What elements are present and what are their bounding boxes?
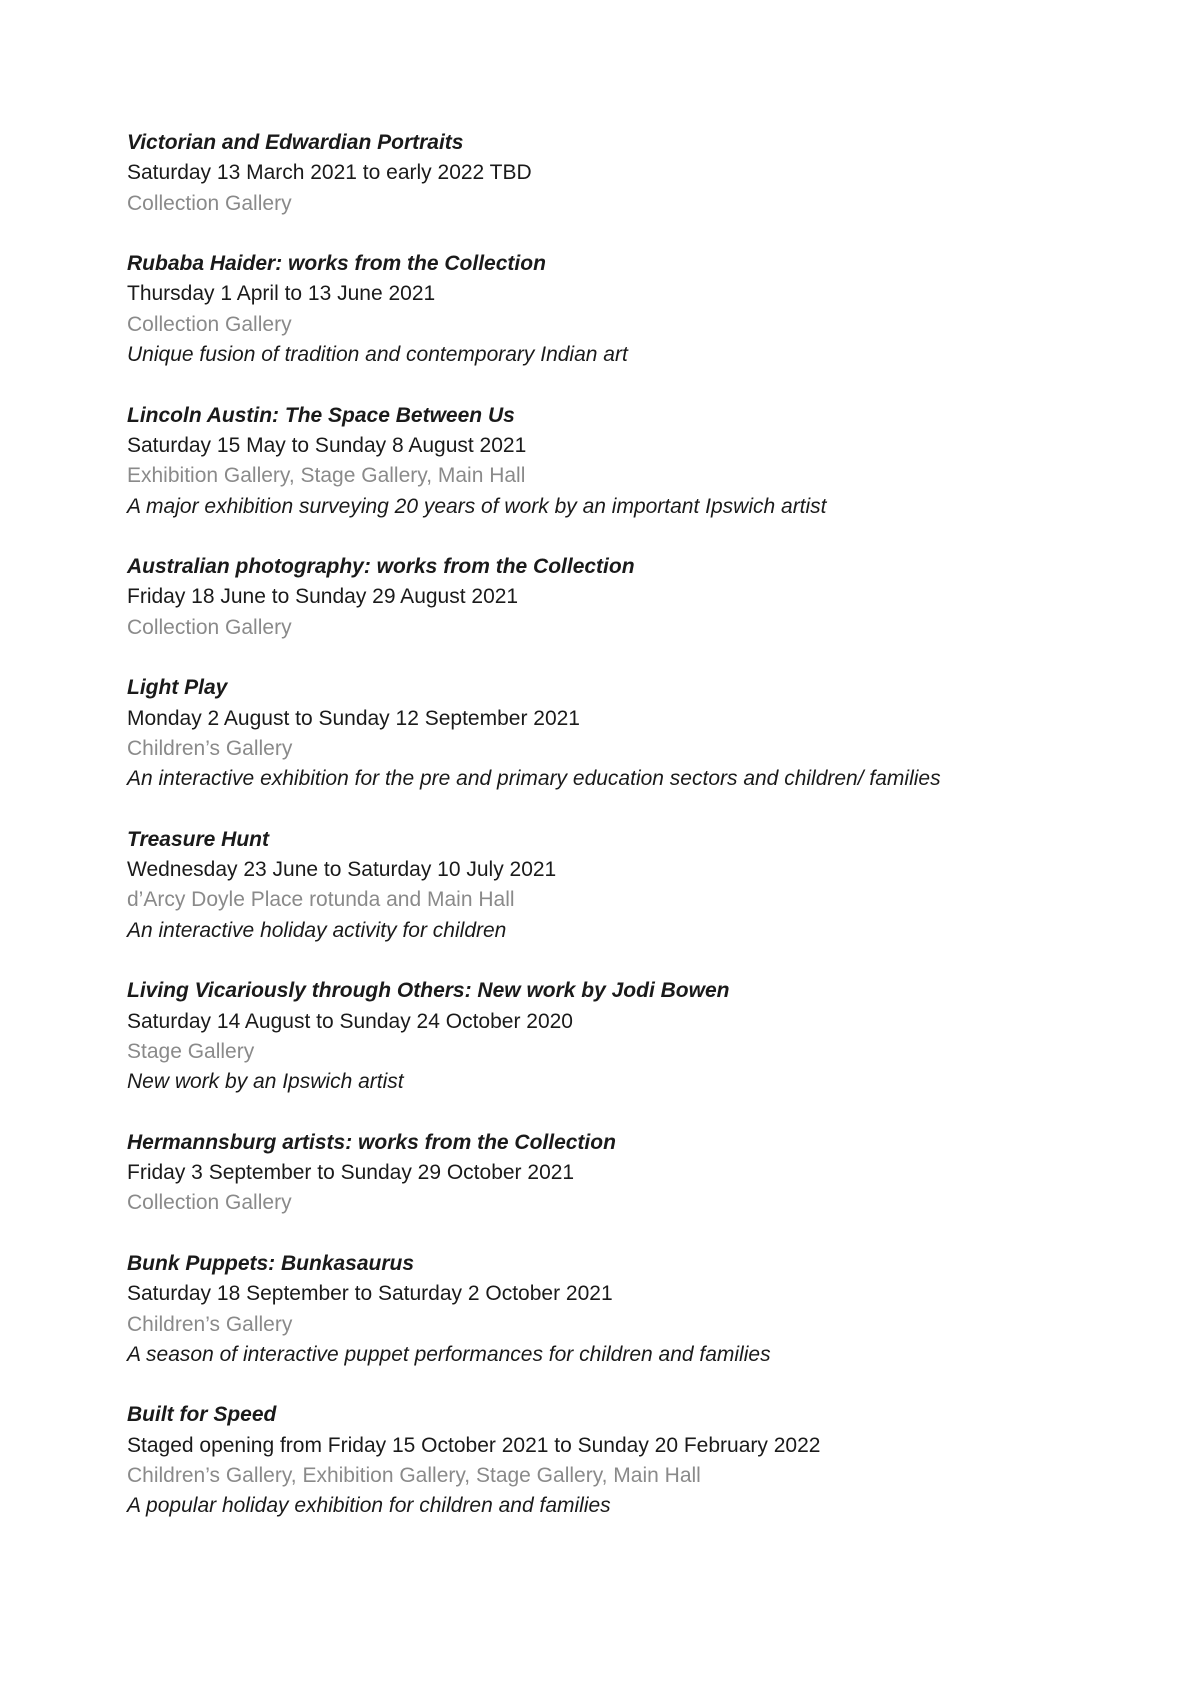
exhibition-dates: Staged opening from Friday 15 October 2021 to Sunday 20 February 2022 <box>127 1433 821 1457</box>
exhibition-entry <box>127 1128 1087 1219</box>
spacer <box>127 370 1087 400</box>
exhibition-entry <box>127 249 1087 370</box>
exhibition-title: Bunk Puppets: Bunkasaurus <box>127 1251 415 1275</box>
exhibition-dates: Saturday 13 March 2021 to early 2022 TBD <box>127 161 532 185</box>
spacer <box>127 1098 1087 1128</box>
spacer <box>127 795 1087 825</box>
exhibition-entry <box>127 552 1087 643</box>
spacer <box>127 643 1087 673</box>
exhibition-venue: d’Arcy Doyle Place rotunda and Main Hall <box>127 888 515 912</box>
exhibition-description: Unique fusion of tradition and contemporary Indian art <box>127 343 628 367</box>
exhibition-dates: Saturday 14 August to Sunday 24 October 2020 <box>127 1009 573 1033</box>
spacer <box>127 1370 1087 1400</box>
exhibition-venue: Children’s Gallery, Exhibition Gallery, Stage Gallery, Main Hall <box>127 1464 701 1488</box>
exhibition-venue: Exhibition Gallery, Stage Gallery, Main Hall <box>127 464 526 488</box>
exhibition-title: Rubaba Haider: works from the Collection <box>127 252 546 276</box>
exhibition-dates: Thursday 1 April to 13 June 2021 <box>127 282 436 306</box>
exhibition-title: Victorian and Edwardian Portraits <box>127 131 464 154</box>
exhibition-entry <box>127 976 1087 1097</box>
exhibition-venue: Collection Gallery <box>127 191 292 215</box>
exhibition-title: Living Vicariously through Others: New work by Jodi Bowen <box>127 979 730 1003</box>
exhibition-entry <box>127 128 1087 219</box>
exhibition-dates: Monday 2 August to Sunday 12 September 2021 <box>127 706 580 730</box>
exhibition-title: Treasure Hunt <box>127 827 269 851</box>
exhibition-entry <box>127 401 1087 522</box>
exhibition-entry <box>127 1400 1087 1521</box>
exhibition-venue: Children’s Gallery <box>127 736 293 760</box>
exhibition-title: Hermannsburg artists: works from the Collection <box>127 1130 616 1154</box>
exhibition-title: Light Play <box>127 676 228 700</box>
exhibition-venue: Collection Gallery <box>127 615 292 639</box>
exhibition-dates: Wednesday 23 June to Saturday 10 July 2021 <box>127 858 557 882</box>
exhibition-list <box>127 128 1087 1522</box>
exhibition-description: A major exhibition surveying 20 years of work by an important Ipswich artist <box>127 494 827 518</box>
spacer <box>127 219 1087 249</box>
exhibition-dates: Saturday 15 May to Sunday 8 August 2021 <box>127 433 527 457</box>
spacer <box>127 1219 1087 1249</box>
exhibition-title: Lincoln Austin: The Space Between Us <box>127 403 515 427</box>
exhibition-entry <box>127 673 1087 794</box>
spacer <box>127 522 1087 552</box>
exhibition-title: Built for Speed <box>127 1403 277 1427</box>
exhibition-description: New work by an Ipswich artist <box>127 1070 404 1094</box>
exhibition-dates: Friday 3 September to Sunday 29 October 2021 <box>127 1161 575 1185</box>
exhibition-entry <box>127 1249 1087 1370</box>
exhibition-description: An interactive exhibition for the pre and primary education sectors and children/ families <box>127 767 941 791</box>
exhibition-venue: Collection Gallery <box>127 1191 292 1215</box>
exhibition-description: A season of interactive puppet performances for children and families <box>127 1342 771 1366</box>
exhibition-dates: Friday 18 June to Sunday 29 August 2021 <box>127 585 519 609</box>
exhibition-description: An interactive holiday activity for children <box>127 918 507 942</box>
exhibition-dates: Saturday 18 September to Saturday 2 October 2021 <box>127 1282 613 1306</box>
spacer <box>127 946 1087 976</box>
exhibition-venue: Children’s Gallery <box>127 1312 293 1336</box>
exhibition-venue: Stage Gallery <box>127 1039 255 1063</box>
exhibition-title: Australian photography: works from the Collection <box>127 555 635 579</box>
exhibition-description: A popular holiday exhibition for children and families <box>127 1494 611 1518</box>
exhibition-entry <box>127 825 1087 946</box>
exhibition-venue: Collection Gallery <box>127 312 292 336</box>
